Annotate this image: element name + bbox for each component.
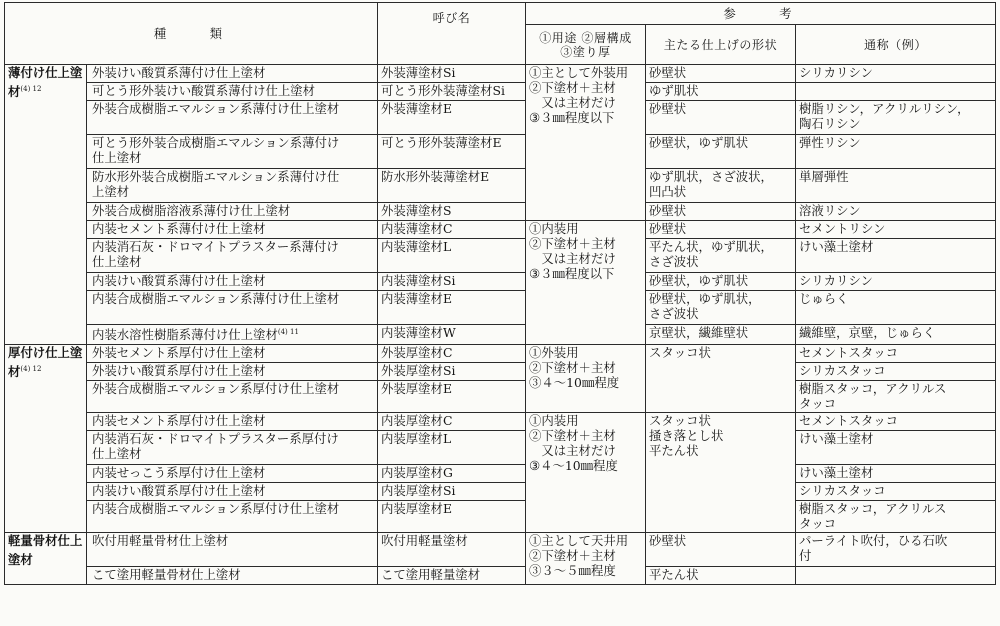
table-row <box>5 169 996 203</box>
kind-cell <box>87 273 378 291</box>
kind-text: 外装けい酸質系薄付け仕上塗材 <box>92 65 266 80</box>
finish-shape-cell: スタッコ状 掻き落とし状 平たん状 <box>646 413 796 533</box>
kind-text: 外装合成樹脂溶液系薄付け仕上塗材 <box>92 203 291 218</box>
abbreviation-cell: 内装厚塗材Si <box>378 483 526 501</box>
kind-cell <box>87 381 378 413</box>
finish-shape-cell: 砂壁状，ゆず肌状 <box>646 135 796 169</box>
table-row <box>5 501 996 533</box>
abbreviation-cell: 内装薄塗材L <box>378 239 526 273</box>
finishing-material-table <box>4 2 996 585</box>
kind-text: 吹付用軽量骨材仕上塗材 <box>92 533 229 548</box>
kind-text: 内装合成樹脂エマルション系薄付け仕上塗材 <box>92 291 340 306</box>
abbreviation-cell: 可とう形外装薄塗材E <box>378 135 526 169</box>
finish-shape-cell: スタッコ状 <box>646 345 796 413</box>
kind-cell <box>87 431 378 465</box>
abbreviation-cell: 可とう形外装薄塗材Si <box>378 83 526 101</box>
table-row <box>5 101 996 135</box>
common-name-cell: シリカスタッコ <box>796 483 996 501</box>
kind-cell <box>87 363 378 381</box>
kind-cell <box>87 221 378 239</box>
common-name-cell <box>796 83 996 101</box>
abbreviation-cell: 内装薄塗材W <box>378 325 526 345</box>
finish-shape-cell: 砂壁状 <box>646 101 796 135</box>
abbreviation-cell: 外装薄塗材Si <box>378 65 526 83</box>
table-row <box>5 221 996 239</box>
kind-cell <box>87 483 378 501</box>
kind-text: 外装セメント系厚付け仕上塗材 <box>92 345 266 360</box>
common-name-cell: 樹脂リシン，アクリルリシン， 陶石リシン <box>796 101 996 135</box>
kind-cell <box>87 345 378 363</box>
kind-footnote: (4) 11 <box>277 328 299 336</box>
category-label: 厚付け仕上塗材 <box>8 345 83 379</box>
use-layer-thickness-cell: ①内装用 ②下塗材＋主材 又は主材だけ ③４～10㎜程度 <box>526 413 646 533</box>
table-row <box>5 345 996 363</box>
finishing-material-table-page <box>4 2 995 622</box>
kind-cell <box>87 203 378 221</box>
header-finish-shape: 主たる仕上げの形状 <box>646 25 796 65</box>
table-row <box>5 567 996 585</box>
finish-shape-cell: ゆず肌状，さざ波状， 凹凸状 <box>646 169 796 203</box>
abbreviation-cell: こて塗用軽量塗材 <box>378 567 526 585</box>
kind-cell <box>87 239 378 273</box>
kind-text: 外装合成樹脂エマルション系薄付け仕上塗材 <box>92 101 340 116</box>
use-layer-thickness-cell: ①主として外装用 ②下塗材＋主材 又は主材だけ ③３㎜程度以下 <box>526 65 646 221</box>
common-name-cell: パーライト吹付，ひる石吹 付 <box>796 533 996 567</box>
abbreviation-cell: 内装厚塗材E <box>378 501 526 533</box>
abbreviation-cell: 内装薄塗材E <box>378 291 526 325</box>
category-cell <box>5 533 87 585</box>
abbreviation-cell: 内装厚塗材L <box>378 431 526 465</box>
category-label: 軽量骨材仕上塗材 <box>8 533 83 567</box>
kind-text: 内装セメント系厚付け仕上塗材 <box>92 413 266 428</box>
finish-shape-cell: 平たん状，ゆず肌状， さざ波状 <box>646 239 796 273</box>
common-name-cell: けい藻土塗材 <box>796 465 996 483</box>
category-cell <box>5 65 87 345</box>
abbreviation-cell: 外装薄塗材E <box>378 101 526 135</box>
header-kind: 種 類 <box>5 3 378 65</box>
common-name-cell: けい藻土塗材 <box>796 239 996 273</box>
category-label: 薄付け仕上塗材 <box>8 65 83 99</box>
use-layer-thickness-cell: ①外装用 ②下塗材＋主材 ③４～10㎜程度 <box>526 345 646 413</box>
table-row <box>5 413 996 431</box>
abbreviation-cell: 防水形外装薄塗材E <box>378 169 526 203</box>
use-layer-thickness-cell: ①内装用 ②下塗材＋主材 又は主材だけ ③３㎜程度以下 <box>526 221 646 345</box>
common-name-cell: 単層弾性 <box>796 169 996 203</box>
table-row <box>5 273 996 291</box>
table-row <box>5 65 996 83</box>
kind-text: 内装消石灰・ドロマイトプラスター系厚付け 仕上塗材 <box>92 431 339 461</box>
common-name-cell: セメントスタッコ <box>796 413 996 431</box>
kind-text: こて塗用軽量骨材仕上塗材 <box>92 567 241 582</box>
table-row <box>5 83 996 101</box>
category-cell <box>5 345 87 533</box>
table-row <box>5 431 996 465</box>
table-row <box>5 381 996 413</box>
abbreviation-cell: 外装厚塗材E <box>378 381 526 413</box>
kind-text: 内装けい酸質系薄付け仕上塗材 <box>92 273 266 288</box>
table-row <box>5 135 996 169</box>
header-common-name: 通称（例） <box>796 25 996 65</box>
abbreviation-cell: 内装薄塗材Si <box>378 273 526 291</box>
category-footnote: (4) 12 <box>20 85 42 93</box>
finish-shape-cell: 京壁状，繊維壁状 <box>646 325 796 345</box>
common-name-cell: じゅらく <box>796 291 996 325</box>
abbreviation-cell: 内装薄塗材C <box>378 221 526 239</box>
common-name-cell: 繊維壁，京壁，じゅらく <box>796 325 996 345</box>
common-name-cell: けい藻土塗材 <box>796 431 996 465</box>
table-row <box>5 483 996 501</box>
finish-shape-cell: 砂壁状，ゆず肌状 <box>646 273 796 291</box>
finish-shape-cell: ゆず肌状 <box>646 83 796 101</box>
abbreviation-cell: 内装厚塗材G <box>378 465 526 483</box>
header-name: 呼び名 <box>378 3 526 65</box>
kind-text: 外装けい酸質系厚付け仕上塗材 <box>92 363 266 378</box>
kind-text: 内装合成樹脂エマルション系厚付け仕上塗材 <box>92 501 340 516</box>
kind-cell <box>87 533 378 567</box>
common-name-cell: 弾性リシン <box>796 135 996 169</box>
kind-cell <box>87 101 378 135</box>
common-name-cell: 溶液リシン <box>796 203 996 221</box>
kind-cell <box>87 65 378 83</box>
kind-cell <box>87 465 378 483</box>
common-name-cell: セメントリシン <box>796 221 996 239</box>
table-row <box>5 465 996 483</box>
kind-text: 内装水溶性樹脂系薄付け仕上塗材 <box>92 327 278 342</box>
finish-shape-cell: 砂壁状，ゆず肌状， さざ波状 <box>646 291 796 325</box>
finish-shape-cell: 砂壁状 <box>646 65 796 83</box>
kind-cell <box>87 291 378 325</box>
table-row <box>5 363 996 381</box>
table-row <box>5 239 996 273</box>
table-row <box>5 325 996 345</box>
header-reference: 参 考 <box>526 3 996 25</box>
table-row <box>5 203 996 221</box>
kind-text: 内装けい酸質系厚付け仕上塗材 <box>92 483 266 498</box>
kind-text: 可とう形外装けい酸質系薄付け仕上塗材 <box>92 83 316 98</box>
category-footnote: (4) 12 <box>20 365 42 373</box>
table-body <box>5 65 996 585</box>
common-name-cell: 樹脂スタッコ，アクリルス タッコ <box>796 501 996 533</box>
abbreviation-cell: 外装厚塗材Si <box>378 363 526 381</box>
kind-text: 外装合成樹脂エマルション系厚付け仕上塗材 <box>92 381 340 396</box>
abbreviation-cell: 内装厚塗材C <box>378 413 526 431</box>
finish-shape-cell: 平たん状 <box>646 567 796 585</box>
kind-cell <box>87 413 378 431</box>
abbreviation-cell: 外装厚塗材C <box>378 345 526 363</box>
common-name-cell <box>796 567 996 585</box>
kind-text: 可とう形外装合成樹脂エマルション系薄付け 仕上塗材 <box>92 135 340 165</box>
use-layer-thickness-cell: ①主として天井用 ②下塗材＋主材 ③３～５㎜程度 <box>526 533 646 585</box>
header-use: ①用途 ②層構成 ③塗り厚 <box>526 25 646 65</box>
abbreviation-cell: 吹付用軽量塗材 <box>378 533 526 567</box>
finish-shape-cell: 砂壁状 <box>646 533 796 567</box>
kind-text: 防水形外装合成樹脂エマルション系薄付け仕 上塗材 <box>92 169 340 199</box>
kind-cell <box>87 325 378 345</box>
finish-shape-cell: 砂壁状 <box>646 203 796 221</box>
common-name-cell: セメントスタッコ <box>796 345 996 363</box>
kind-cell <box>87 501 378 533</box>
common-name-cell: シリカリシン <box>796 273 996 291</box>
common-name-cell: 樹脂スタッコ，アクリルス タッコ <box>796 381 996 413</box>
kind-cell <box>87 135 378 169</box>
abbreviation-cell: 外装薄塗材S <box>378 203 526 221</box>
kind-cell <box>87 567 378 585</box>
kind-text: 内装セメント系薄付け仕上塗材 <box>92 221 266 236</box>
finish-shape-cell: 砂壁状 <box>646 221 796 239</box>
kind-text: 内装せっこう系厚付け仕上塗材 <box>92 465 266 480</box>
table-row <box>5 533 996 567</box>
table-row <box>5 291 996 325</box>
common-name-cell: シリカリシン <box>796 65 996 83</box>
kind-cell <box>87 169 378 203</box>
kind-text: 内装消石灰・ドロマイトプラスター系薄付け 仕上塗材 <box>92 239 339 269</box>
kind-cell <box>87 83 378 101</box>
common-name-cell: シリカスタッコ <box>796 363 996 381</box>
